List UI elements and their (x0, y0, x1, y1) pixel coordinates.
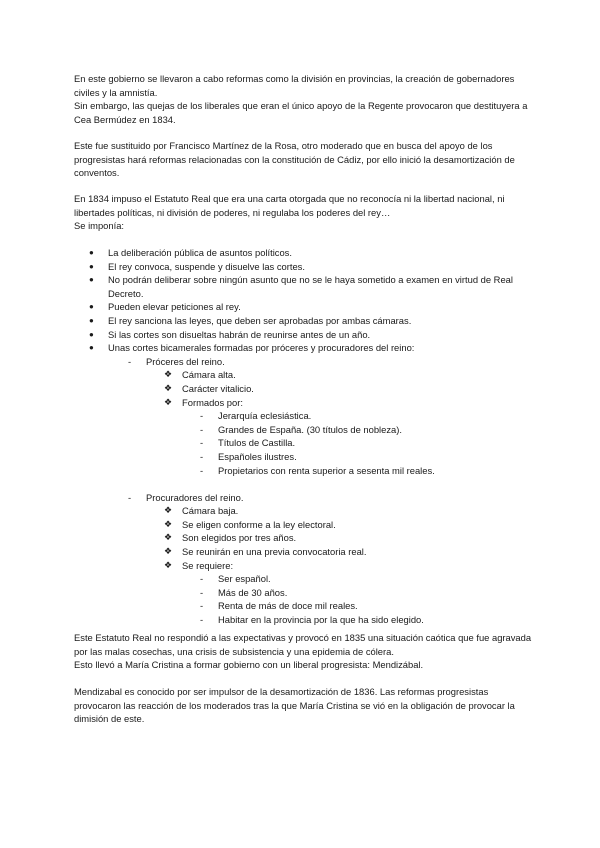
paragraph-text: Se imponía: (74, 220, 125, 232)
dash-marker: - (200, 423, 204, 435)
bullet-marker: ● (89, 275, 94, 285)
list-item: - Propietarios con renta superior a sesenta mil reales. (200, 464, 435, 476)
dash-marker: - (128, 355, 132, 367)
list-item: ❖ Se eligen conforme a la ley electoral. (164, 518, 336, 530)
diamond-marker: ❖ (164, 382, 173, 393)
list-item: ❖ Cámara baja. (164, 505, 239, 517)
paragraph-text: Sin embargo, las quejas de los liberales que eran el único apoyo de la Regente provocaron que destituyera a Cea Bermúdez en 1834. (74, 100, 528, 125)
list-item: ● Pueden elevar peticiones al rey. (89, 301, 241, 313)
dash-marker: - (200, 450, 204, 462)
dash-marker: - (200, 410, 204, 422)
mendizabal-paragraph (74, 685, 534, 726)
diamond-marker: ❖ (164, 369, 173, 380)
bullet-marker: ● (89, 329, 94, 339)
dash-marker: - (200, 614, 204, 626)
list-item: - Jerarquía eclesiástica. (200, 410, 312, 422)
bullet-marker: ● (89, 248, 94, 257)
dash-marker: - (128, 491, 132, 503)
diamond-marker: ❖ (164, 532, 173, 543)
list-item: ❖ Cámara alta. (164, 369, 236, 381)
dash-marker: - (200, 600, 204, 612)
intro-paragraph (74, 72, 534, 126)
list-item: ❖ Formados por: (164, 396, 243, 408)
estatuto-paragraph (74, 192, 534, 233)
diamond-marker: ❖ (164, 559, 173, 570)
impositions-list (74, 246, 544, 627)
list-item: - Grandes de España. (30 títulos de nobleza). (200, 423, 402, 435)
dash-marker: - (200, 464, 204, 476)
diamond-marker: ❖ (164, 505, 173, 516)
paragraph-text: Mendizabal es conocido por ser impulsor de la desamortización de 1836. Las reformas progresistas provocaron las reacción de los moderados tras la que María Cristina se vió en la obligación de provocar la dimisión de este. (74, 686, 515, 725)
dash-marker: - (200, 573, 204, 585)
bullet-marker: ● (89, 302, 94, 312)
list-item: - Más de 30 años. (200, 586, 288, 598)
list-item: ● No podrán deliberar sobre ningún asunto que no se le haya sometido a examen en virtud de Real Decreto. (89, 274, 513, 299)
paragraph-text: Este fue sustituido por Francisco Martínez de la Rosa, otro moderado que en busca del apoyo de los progresistas hará reformas relacionadas con la constitución de Cádiz, por ello inició la desamortización de conventos. (74, 140, 515, 179)
list-item: ❖ Se requiere: (164, 559, 234, 571)
list-item: ● Unas cortes bicamerales formadas por próceres y procuradores del reino: (89, 342, 415, 354)
list-item: - Renta de más de doce mil reales. (200, 600, 358, 612)
bullet-marker: ● (89, 315, 94, 325)
paragraph-text: En este gobierno se llevaron a cabo reformas como la división en provincias, la creación de gobernadores civiles y la amnistía. (74, 73, 515, 98)
list-item: ● El rey sanciona las leyes, que deben ser aprobadas por ambas cámaras. (89, 314, 412, 326)
list-item: - Españoles ilustres. (200, 450, 297, 462)
proceres-heading: - Próceres del reino. (128, 355, 225, 367)
diamond-marker: ❖ (164, 546, 173, 557)
bullet-marker: ● (89, 343, 94, 353)
list-item: ● Si las cortes son disueltas habrán de reunirse antes de un año. (89, 328, 371, 340)
paragraph-text: Este Estatuto Real no respondió a las expectativas y provocó en 1835 una situación caótica que fue agravada por las malas cosechas, una crisis de subsistencia y una epidemia de cólera. (74, 632, 532, 657)
list-item: - Habitar en la provincia por la que ha sido elegido. (200, 614, 424, 626)
list-item: ❖ Se reunirán en una previa convocatoria real. (164, 546, 367, 558)
diamond-marker: ❖ (164, 518, 173, 529)
dash-marker: - (200, 437, 204, 449)
list-item: - Títulos de Castilla. (200, 437, 296, 449)
dash-marker: - (200, 586, 204, 598)
list-item: ❖ Carácter vitalicio. (164, 382, 254, 394)
bullet-marker: ● (89, 261, 94, 271)
paragraph-text: Esto llevó a María Cristina a formar gobierno con un liberal progresista: Mendizábal. (74, 659, 424, 671)
paragraph-text: En 1834 impuso el Estatuto Real que era una carta otorgada que no reconocía ni la libertad nacional, ni libertades políticas, ni división de poderes, ni regulaba los poderes del rey… (74, 193, 505, 218)
list-item: ● El rey convoca, suspende y disuelve las cortes. (89, 260, 305, 272)
list-item: ● La deliberación pública de asuntos políticos. (89, 247, 292, 258)
list-item: ❖ Son elegidos por tres años. (164, 532, 297, 544)
procuradores-heading: - Procuradores del reino. (128, 491, 244, 503)
consequences-paragraph (74, 631, 534, 672)
martinez-rosa-paragraph (74, 139, 534, 180)
diamond-marker: ❖ (164, 396, 173, 407)
list-item: - Ser español. (200, 573, 271, 585)
